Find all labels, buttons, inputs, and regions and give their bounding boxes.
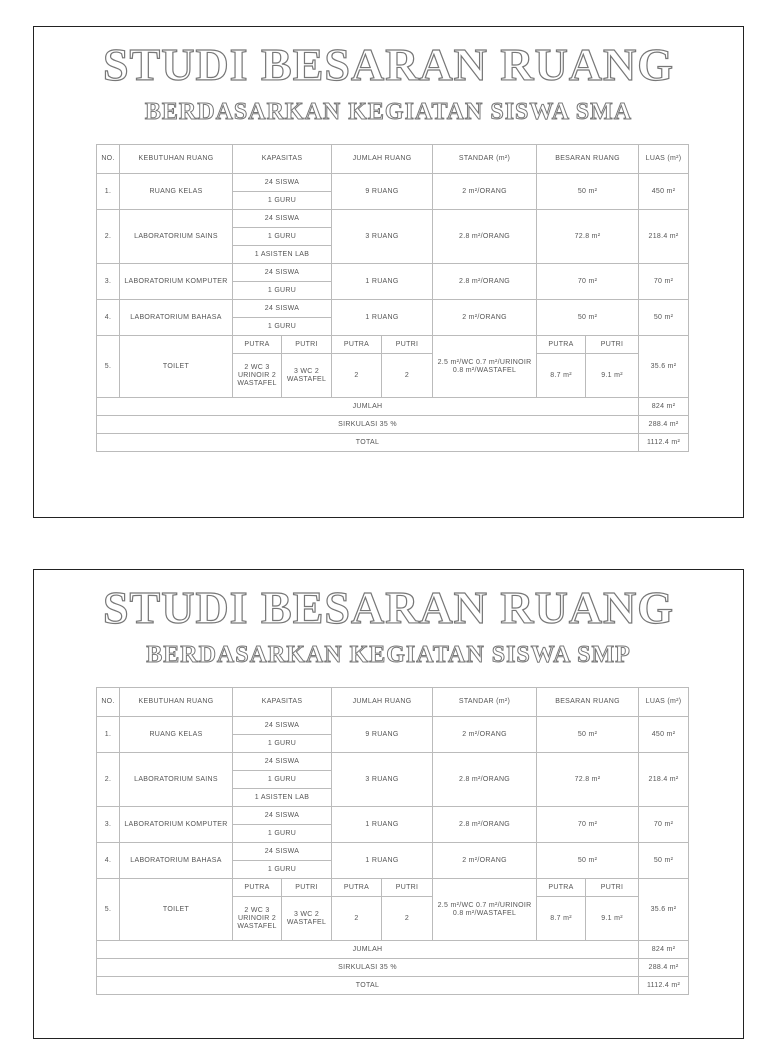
capacity-cell: 24 SISWA — [233, 210, 332, 228]
page-subtitle: BERDASARKAN KEGIATAN SISWA SMA — [144, 99, 633, 125]
room-name: LABORATORIUM BAHASA — [120, 300, 233, 336]
putra-label: PUTRA — [537, 879, 586, 897]
room-size: 50 m² — [537, 843, 639, 879]
standard-cell: 2.8 m²/ORANG — [433, 807, 537, 843]
header-cell: LUAS (m²) — [639, 145, 689, 174]
table-row — [97, 174, 689, 192]
capacity-cell: 1 GURU — [233, 318, 332, 336]
header-cell: KAPASITAS — [233, 145, 332, 174]
putri-label: PUTRI — [586, 879, 639, 897]
capacity-cell: 24 SISWA — [233, 717, 332, 735]
capacity-cell: 24 SISWA — [233, 300, 332, 318]
header-cell: NO. — [97, 145, 120, 174]
header-cell: JUMLAH RUANG — [332, 688, 433, 717]
row-number: 2. — [97, 753, 120, 807]
summary-label: JUMLAH — [97, 941, 639, 959]
sheet-smp — [33, 569, 744, 1039]
capacity-cell: 1 GURU — [233, 282, 332, 300]
capacity-cell: 1 GURU — [233, 771, 332, 789]
row-number: 2. — [97, 210, 120, 264]
room-size: 9.1 m² — [586, 354, 639, 398]
capacity-cell: 24 SISWA — [233, 843, 332, 861]
space-study-table — [96, 687, 689, 995]
standard-cell: 2.5 m²/WC 0.7 m²/URINOIR 0.8 m²/WASTAFEL — [433, 879, 537, 941]
putra-label: PUTRA — [332, 336, 382, 354]
putri-label: PUTRI — [382, 336, 433, 354]
area-cell: 218.4 m² — [639, 210, 689, 264]
row-number: 3. — [97, 264, 120, 300]
room-size: 72.8 m² — [537, 210, 639, 264]
summary-value: 288.4 m² — [639, 416, 689, 434]
room-name: TOILET — [120, 879, 233, 941]
room-name: LABORATORIUM BAHASA — [120, 843, 233, 879]
row-number: 5. — [97, 336, 120, 398]
row-number: 3. — [97, 807, 120, 843]
room-name: TOILET — [120, 336, 233, 398]
capacity-cell: 24 SISWA — [233, 807, 332, 825]
room-count: 3 RUANG — [332, 753, 433, 807]
table-row — [97, 843, 689, 861]
capacity-cell: 1 ASISTEN LAB — [233, 789, 332, 807]
table-row — [97, 879, 689, 897]
room-count: 1 RUANG — [332, 807, 433, 843]
standard-cell: 2.8 m²/ORANG — [433, 753, 537, 807]
standard-cell: 2 m²/ORANG — [433, 174, 537, 210]
putri-label: PUTRI — [282, 336, 332, 354]
summary-value: 1112.4 m² — [639, 434, 689, 452]
table-row — [97, 753, 689, 771]
room-count: 2 — [382, 897, 433, 941]
area-cell: 70 m² — [639, 264, 689, 300]
room-size: 8.7 m² — [537, 897, 586, 941]
header-cell: STANDAR (m²) — [433, 145, 537, 174]
summary-label: SIRKULASI 35 % — [97, 959, 639, 977]
room-size: 50 m² — [537, 717, 639, 753]
header-cell: KEBUTUHAN RUANG — [120, 688, 233, 717]
summary-row — [97, 434, 689, 452]
summary-row — [97, 416, 689, 434]
header-cell: KAPASITAS — [233, 688, 332, 717]
standard-cell: 2 m²/ORANG — [433, 300, 537, 336]
header-cell: JUMLAH RUANG — [332, 145, 433, 174]
header-cell: NO. — [97, 688, 120, 717]
room-name: LABORATORIUM SAINS — [120, 210, 233, 264]
capacity-cell: 24 SISWA — [233, 264, 332, 282]
row-number: 5. — [97, 879, 120, 941]
area-cell: 50 m² — [639, 300, 689, 336]
room-count: 1 RUANG — [332, 843, 433, 879]
sheet-sma — [33, 26, 744, 518]
capacity-cell: 24 SISWA — [233, 174, 332, 192]
putra-label: PUTRA — [332, 879, 382, 897]
room-size: 50 m² — [537, 300, 639, 336]
capacity-cell: 2 WC 3 URINOIR 2 WASTAFEL — [233, 897, 282, 941]
area-cell: 450 m² — [639, 717, 689, 753]
standard-cell: 2.5 m²/WC 0.7 m²/URINOIR 0.8 m²/WASTAFEL — [433, 336, 537, 398]
page-subtitle: BERDASARKAN KEGIATAN SISWA SMP — [146, 642, 631, 668]
row-number: 4. — [97, 300, 120, 336]
area-cell: 35.6 m² — [639, 336, 689, 398]
summary-row — [97, 398, 689, 416]
room-count: 2 — [332, 354, 382, 398]
summary-row — [97, 977, 689, 995]
header-cell: LUAS (m²) — [639, 688, 689, 717]
row-number: 1. — [97, 717, 120, 753]
area-cell: 35.6 m² — [639, 879, 689, 941]
room-name: LABORATORIUM SAINS — [120, 753, 233, 807]
putra-label: PUTRA — [233, 879, 282, 897]
room-size: 70 m² — [537, 807, 639, 843]
room-size: 50 m² — [537, 174, 639, 210]
area-cell: 50 m² — [639, 843, 689, 879]
summary-row — [97, 941, 689, 959]
room-count: 1 RUANG — [332, 300, 433, 336]
table-row — [97, 807, 689, 825]
table-row — [97, 300, 689, 318]
summary-row — [97, 959, 689, 977]
table-row — [97, 336, 689, 354]
capacity-cell: 3 WC 2 WASTAFEL — [282, 354, 332, 398]
standard-cell: 2.8 m²/ORANG — [433, 210, 537, 264]
header-cell: BESARAN RUANG — [537, 688, 639, 717]
room-count: 2 — [382, 354, 433, 398]
room-size: 70 m² — [537, 264, 639, 300]
standard-cell: 2 m²/ORANG — [433, 843, 537, 879]
room-name: LABORATORIUM KOMPUTER — [120, 264, 233, 300]
table-row — [97, 264, 689, 282]
room-count: 9 RUANG — [332, 174, 433, 210]
summary-value: 288.4 m² — [639, 959, 689, 977]
capacity-cell: 3 WC 2 WASTAFEL — [282, 897, 332, 941]
area-cell: 218.4 m² — [639, 753, 689, 807]
room-name: RUANG KELAS — [120, 174, 233, 210]
row-number: 4. — [97, 843, 120, 879]
putri-label: PUTRI — [282, 879, 332, 897]
summary-label: JUMLAH — [97, 398, 639, 416]
capacity-cell: 24 SISWA — [233, 753, 332, 771]
room-size: 9.1 m² — [586, 897, 639, 941]
summary-label: TOTAL — [97, 977, 639, 995]
page-title: STUDI BESARAN RUANG — [102, 582, 675, 633]
room-count: 2 — [332, 897, 382, 941]
table-row — [97, 210, 689, 228]
summary-value: 1112.4 m² — [639, 977, 689, 995]
row-number: 1. — [97, 174, 120, 210]
summary-value: 824 m² — [639, 398, 689, 416]
header-cell: KEBUTUHAN RUANG — [120, 145, 233, 174]
page-title: STUDI BESARAN RUANG — [102, 39, 675, 90]
putri-label: PUTRI — [382, 879, 433, 897]
putri-label: PUTRI — [586, 336, 639, 354]
room-size: 8.7 m² — [537, 354, 586, 398]
capacity-cell: 1 ASISTEN LAB — [233, 246, 332, 264]
putra-label: PUTRA — [537, 336, 586, 354]
standard-cell: 2 m²/ORANG — [433, 717, 537, 753]
header-cell: BESARAN RUANG — [537, 145, 639, 174]
standard-cell: 2.8 m²/ORANG — [433, 264, 537, 300]
table-header-row — [97, 688, 689, 717]
table-header-row — [97, 145, 689, 174]
capacity-cell: 1 GURU — [233, 735, 332, 753]
table-row — [97, 717, 689, 735]
summary-value: 824 m² — [639, 941, 689, 959]
capacity-cell: 1 GURU — [233, 861, 332, 879]
header-cell: STANDAR (m²) — [433, 688, 537, 717]
room-name: RUANG KELAS — [120, 717, 233, 753]
space-study-table — [96, 144, 689, 452]
room-size: 72.8 m² — [537, 753, 639, 807]
room-count: 9 RUANG — [332, 717, 433, 753]
capacity-cell: 1 GURU — [233, 192, 332, 210]
capacity-cell: 1 GURU — [233, 228, 332, 246]
putra-label: PUTRA — [233, 336, 282, 354]
summary-label: TOTAL — [97, 434, 639, 452]
room-count: 3 RUANG — [332, 210, 433, 264]
room-count: 1 RUANG — [332, 264, 433, 300]
area-cell: 450 m² — [639, 174, 689, 210]
capacity-cell: 1 GURU — [233, 825, 332, 843]
area-cell: 70 m² — [639, 807, 689, 843]
summary-label: SIRKULASI 35 % — [97, 416, 639, 434]
capacity-cell: 2 WC 3 URINOIR 2 WASTAFEL — [233, 354, 282, 398]
room-name: LABORATORIUM KOMPUTER — [120, 807, 233, 843]
